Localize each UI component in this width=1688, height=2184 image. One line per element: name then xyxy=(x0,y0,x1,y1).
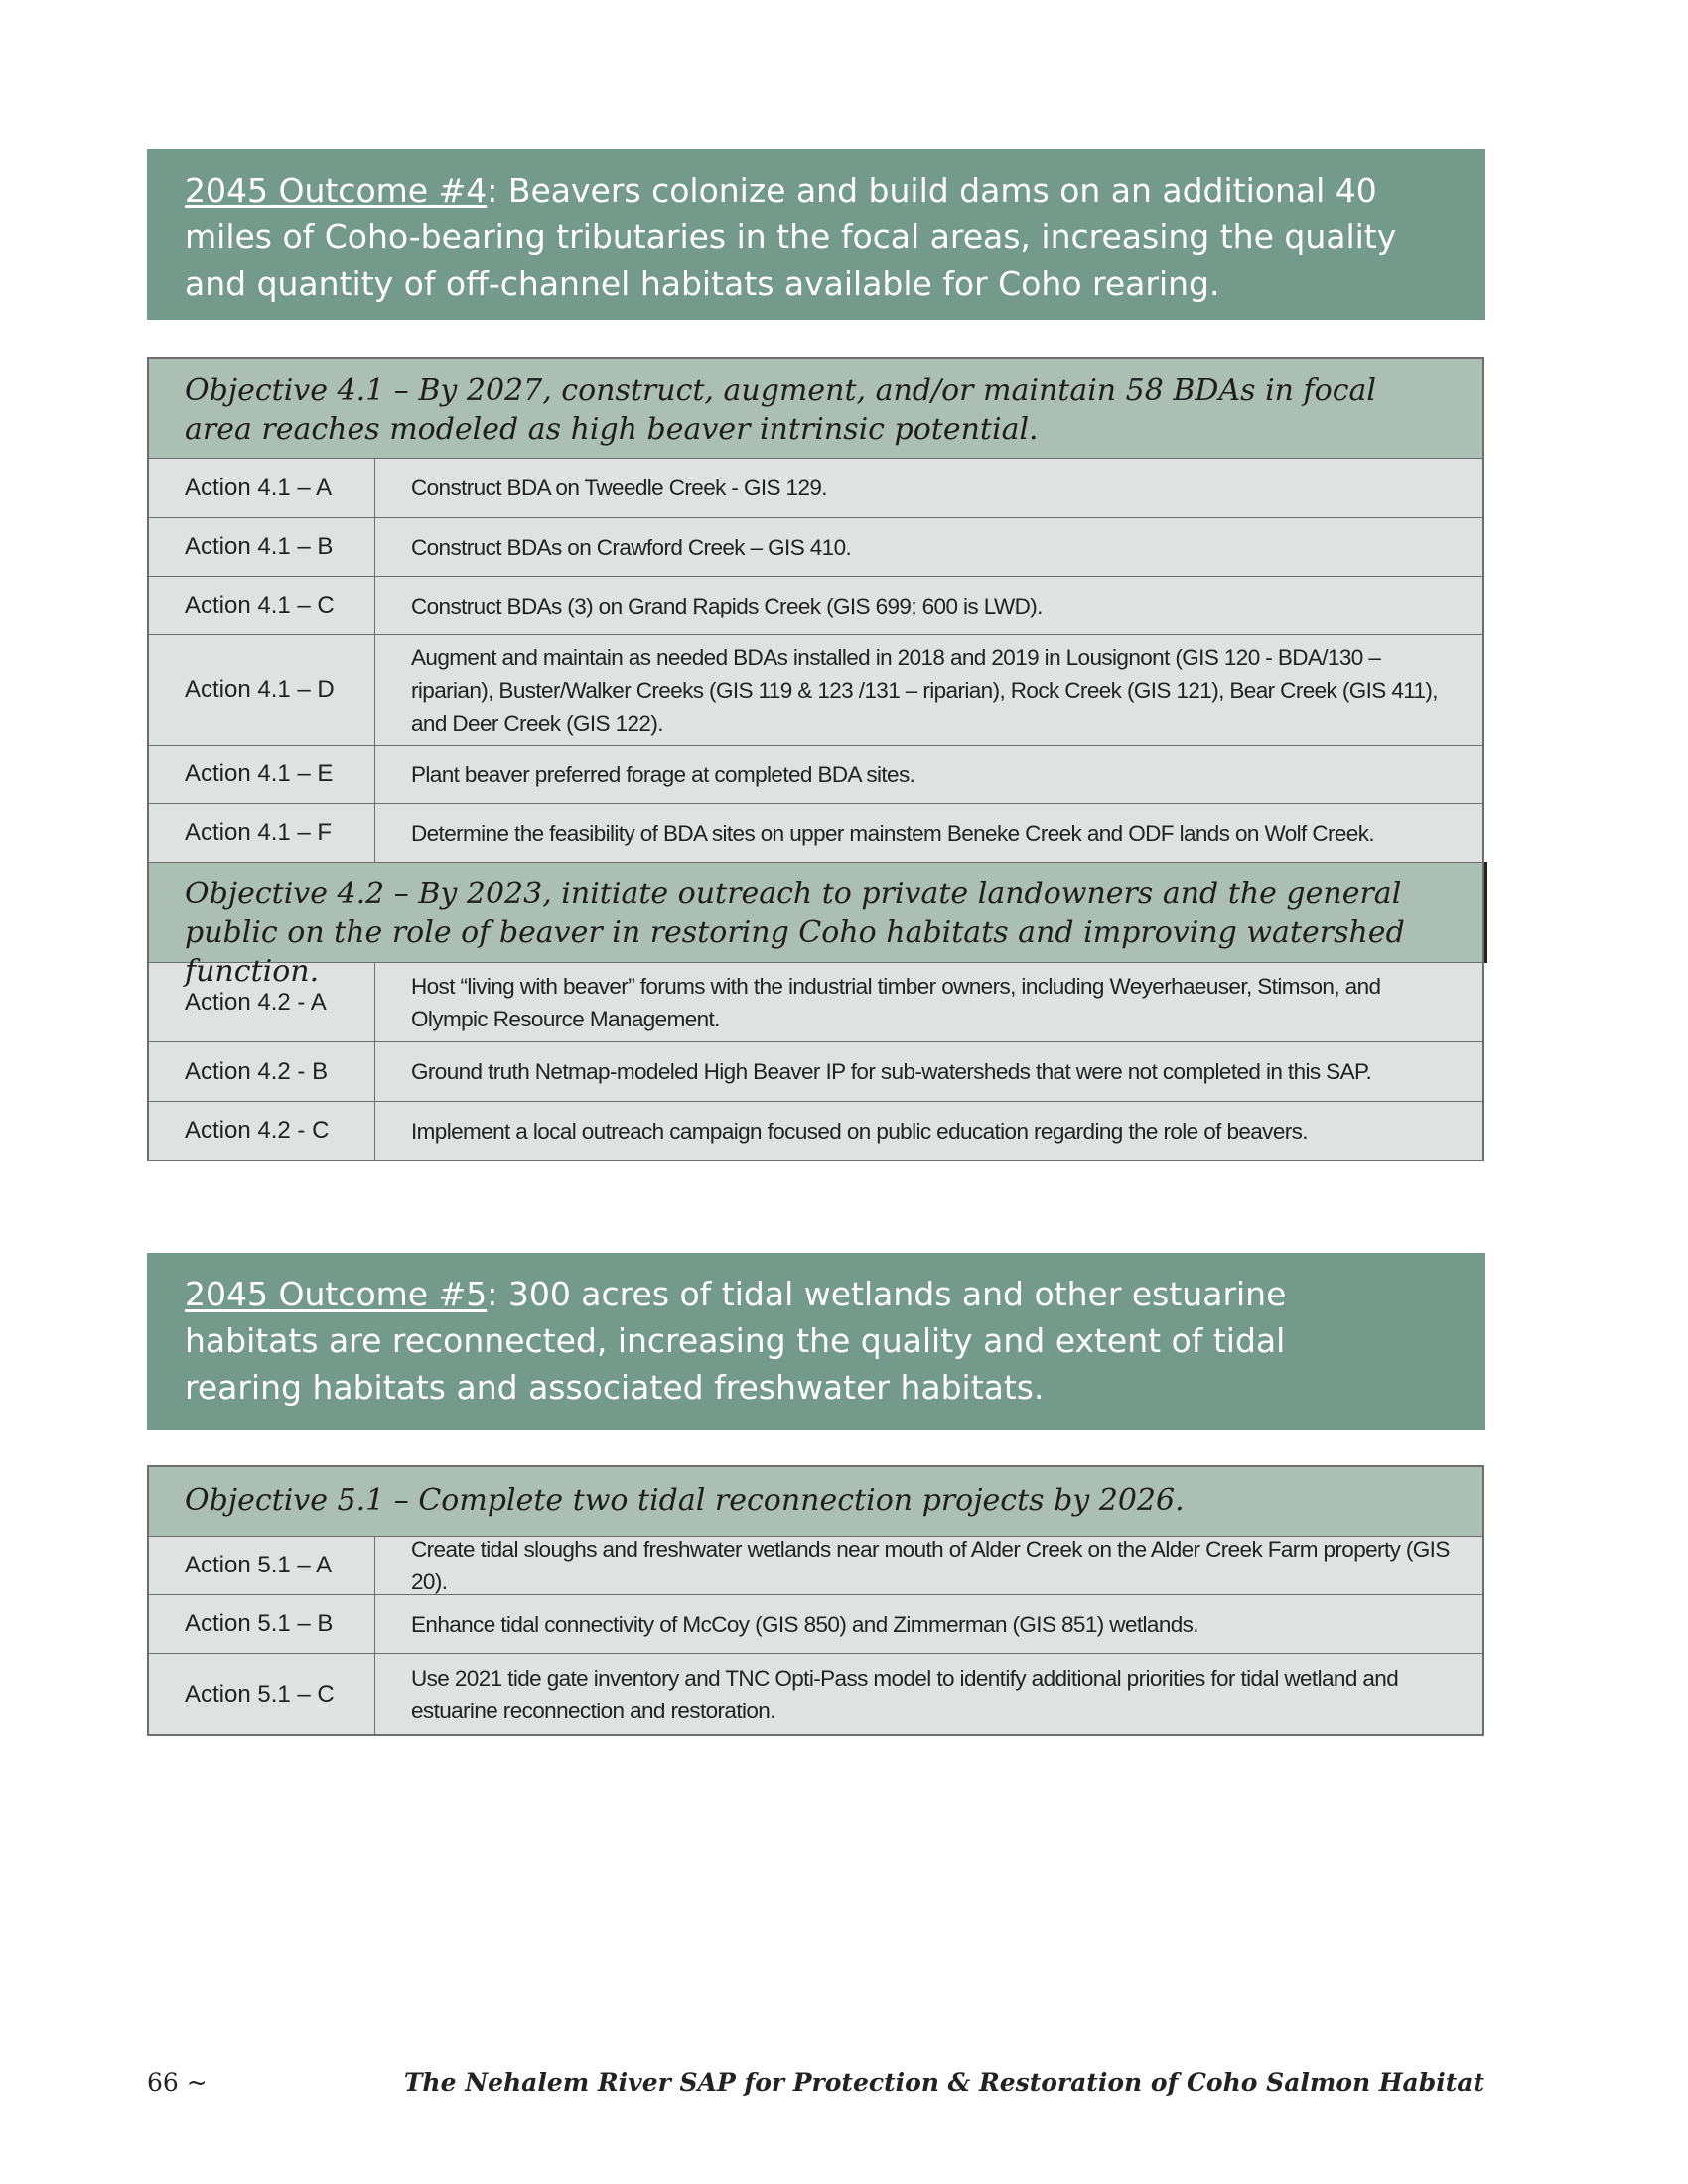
table-row xyxy=(149,1042,1482,1102)
action-id: Action 4.1 – E xyxy=(149,746,375,803)
action-id: Action 5.1 – C xyxy=(149,1654,375,1734)
table-row xyxy=(149,1537,1482,1595)
outcome-5-table xyxy=(147,1465,1484,1736)
action-id: Action 4.2 - A xyxy=(149,963,375,1041)
outcome-5-text: : 300 acres of tidal wetlands and other estuarine habitats are reconnected, increasing the quality and extent of tidal rearing habitats and associated freshwater habitats. xyxy=(185,1275,1287,1407)
table-row xyxy=(149,635,1482,746)
action-description: Construct BDAs (3) on Grand Rapids Creek (GIS 699; 600 is LWD). xyxy=(411,593,1043,618)
action-description: Create tidal sloughs and freshwater wetlands near mouth of Alder Creek on the Alder Creek Farm property (GIS 20). xyxy=(411,1537,1450,1594)
table-row xyxy=(149,804,1482,863)
objective-4-2: Objective 4.2 – By 2023, initiate outreach to private landowners and the general public on the role of beaver in restoring Coho habitats and improving watershed function. xyxy=(149,863,1482,963)
table-row xyxy=(149,577,1482,635)
action-id: Action 4.1 – B xyxy=(149,518,375,576)
action-description: Host “living with beaver” forums with the industrial timber owners, including Weyerhaeuser, Stimson, and Olympic Resource Management. xyxy=(411,973,1381,1031)
table-row xyxy=(149,459,1482,518)
page-number: 66 ~ xyxy=(147,2068,208,2097)
action-id: Action 4.1 – A xyxy=(149,459,375,517)
table-row xyxy=(149,746,1482,804)
action-id: Action 4.2 - B xyxy=(149,1042,375,1101)
table-row xyxy=(149,518,1482,577)
outcome-4-banner xyxy=(147,149,1485,320)
outcome-5-label: 2045 Outcome #5 xyxy=(185,1275,488,1313)
action-id: Action 5.1 – A xyxy=(149,1537,375,1594)
table-row xyxy=(149,1654,1482,1734)
action-description: Determine the feasibility of BDA sites on upper mainstem Beneke Creek and ODF lands on Wolf Creek. xyxy=(411,820,1375,846)
action-description: Construct BDAs on Crawford Creek – GIS 410. xyxy=(411,534,852,560)
action-description: Implement a local outreach campaign focused on public education regarding the role of beavers. xyxy=(411,1118,1308,1144)
outcome-4-text: : Beavers colonize and build dams on an additional 40 miles of Coho-bearing tributaries in the focal areas, increasing the quality and quantity of off-channel habitats available for Coho rearing. xyxy=(185,171,1397,303)
action-id: Action 4.1 – C xyxy=(149,577,375,634)
table-row xyxy=(149,1595,1482,1654)
action-description: Construct BDA on Tweedle Creek - GIS 129. xyxy=(411,476,827,500)
objective-5-1: Objective 5.1 – Complete two tidal reconnection projects by 2026. xyxy=(149,1467,1482,1537)
action-description: Ground truth Netmap-modeled High Beaver IP for sub-watersheds that were not completed in this SAP. xyxy=(411,1059,1372,1084)
document-title: The Nehalem River SAP for Protection & Restoration of Coho Salmon Habitat xyxy=(403,2068,1484,2097)
outcome-4-table xyxy=(147,357,1484,1161)
table-row xyxy=(149,1102,1482,1160)
action-id: Action 4.1 – D xyxy=(149,635,375,745)
action-description: Augment and maintain as needed BDAs installed in 2018 and 2019 in Lousignont (GIS 120 - BDA/130 – riparian), Buster/Walker Creeks (GIS 119 & 123 /131 – riparian), Rock Creek (GIS 121), Bear Creek (GIS 411), and Deer Creek (GIS 122). xyxy=(411,644,1438,736)
action-id: Action 4.2 - C xyxy=(149,1102,375,1160)
action-description: Use 2021 tide gate inventory and TNC Opti-Pass model to identify additional priorities for tidal wetland and estuarine reconnection and restoration. xyxy=(411,1665,1399,1723)
action-description: Enhance tidal connectivity of McCoy (GIS 850) and Zimmerman (GIS 851) wetlands. xyxy=(411,1611,1198,1637)
action-id: Action 4.1 – F xyxy=(149,804,375,862)
action-id: Action 5.1 – B xyxy=(149,1595,375,1653)
action-description: Plant beaver preferred forage at completed BDA sites. xyxy=(411,761,915,787)
outcome-4-label: 2045 Outcome #4 xyxy=(185,171,488,209)
outcome-5-banner xyxy=(147,1253,1485,1430)
table-row xyxy=(149,963,1482,1042)
objective-4-1: Objective 4.1 – By 2027, construct, augment, and/or maintain 58 BDAs in focal area reaches modeled as high beaver intrinsic potential. xyxy=(149,359,1482,459)
